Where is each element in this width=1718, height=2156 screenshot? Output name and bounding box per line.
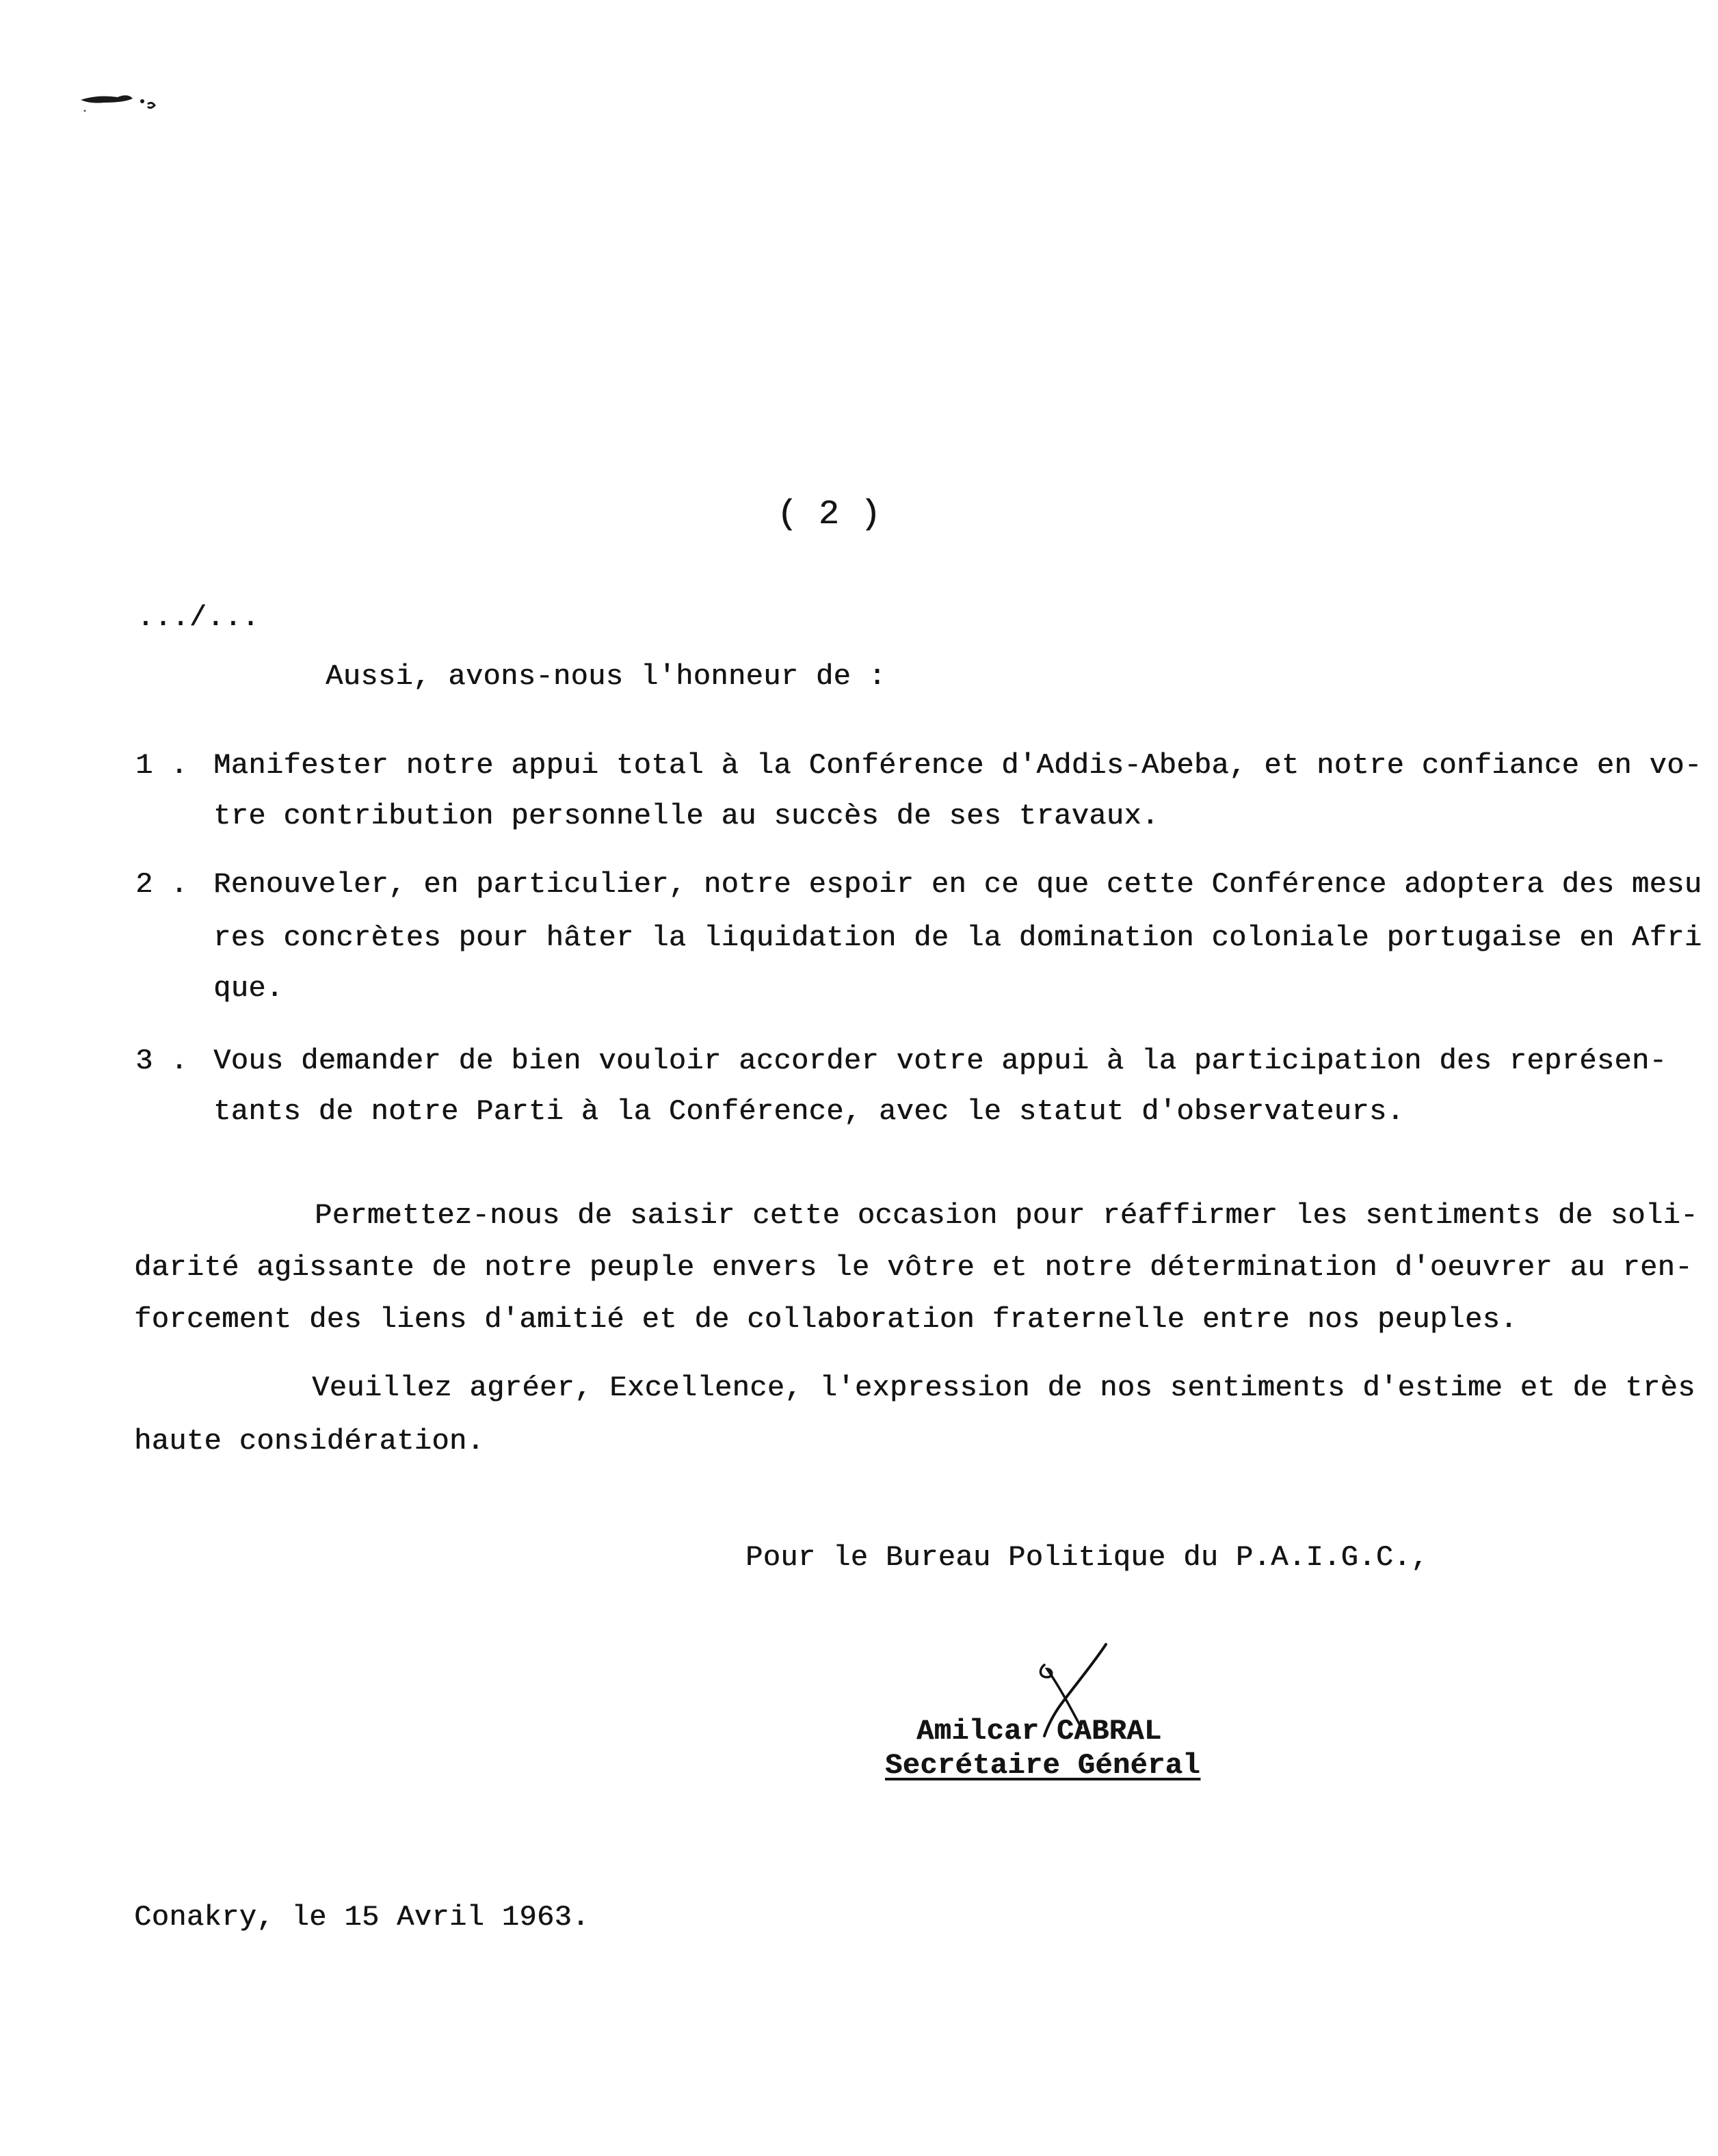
closing-line: Pour le Bureau Politique du P.A.I.G.C., <box>745 1541 1429 1574</box>
continuation-mark: .../... <box>137 601 260 634</box>
item-number-1: 1 . <box>135 749 188 782</box>
item-number-3: 3 . <box>135 1044 188 1077</box>
paragraph-1-line-1: Permettez-nous de saisir cette occasion pour réaffirmer les sentiments de soli- <box>315 1199 1698 1232</box>
item-number-2: 2 . <box>135 868 188 901</box>
paragraph-1-line-2: darité agissante de notre peuple envers le vôtre et notre détermination d'oeuvrer au ren- <box>134 1251 1693 1284</box>
paragraph-1-line-3: forcement des liens d'amitié et de collaboration fraternelle entre nos peuples. <box>134 1303 1518 1336</box>
paragraph-2-line-1: Veuillez agréer, Excellence, l'expression de nos sentiments d'estime et de très <box>312 1371 1695 1404</box>
item-3-line-1: Vous demander de bien vouloir accorder votre appui à la participation des représen- <box>213 1044 1667 1077</box>
signatory-title: Secrétaire Général <box>885 1749 1200 1782</box>
item-3-line-2: tants de notre Parti à la Conférence, avec le statut d'observateurs. <box>213 1095 1405 1128</box>
page-number: ( 2 ) <box>777 495 882 534</box>
item-2-line-2: res concrètes pour hâter la liquidation de la domination coloniale portugaise en Afri <box>213 921 1702 954</box>
intro-line: Aussi, avons-nous l'honneur de : <box>326 660 886 693</box>
item-1-line-1: Manifester notre appui total à la Conférence d'Addis-Abeba, et notre confiance en vo- <box>213 749 1702 782</box>
item-2-line-1: Renouveler, en particulier, notre espoir en ce que cette Conférence adoptera des mesu <box>213 868 1702 901</box>
place-date: Conakry, le 15 Avril 1963. <box>134 1901 590 1934</box>
item-2-line-3: que. <box>213 972 284 1005</box>
ink-smudge <box>77 88 166 122</box>
signatory-name: Amilcar CABRAL <box>916 1715 1162 1748</box>
paragraph-2-line-2: haute considération. <box>134 1425 485 1458</box>
item-1-line-2: tre contribution personnelle au succès de ses travaux. <box>213 800 1159 832</box>
